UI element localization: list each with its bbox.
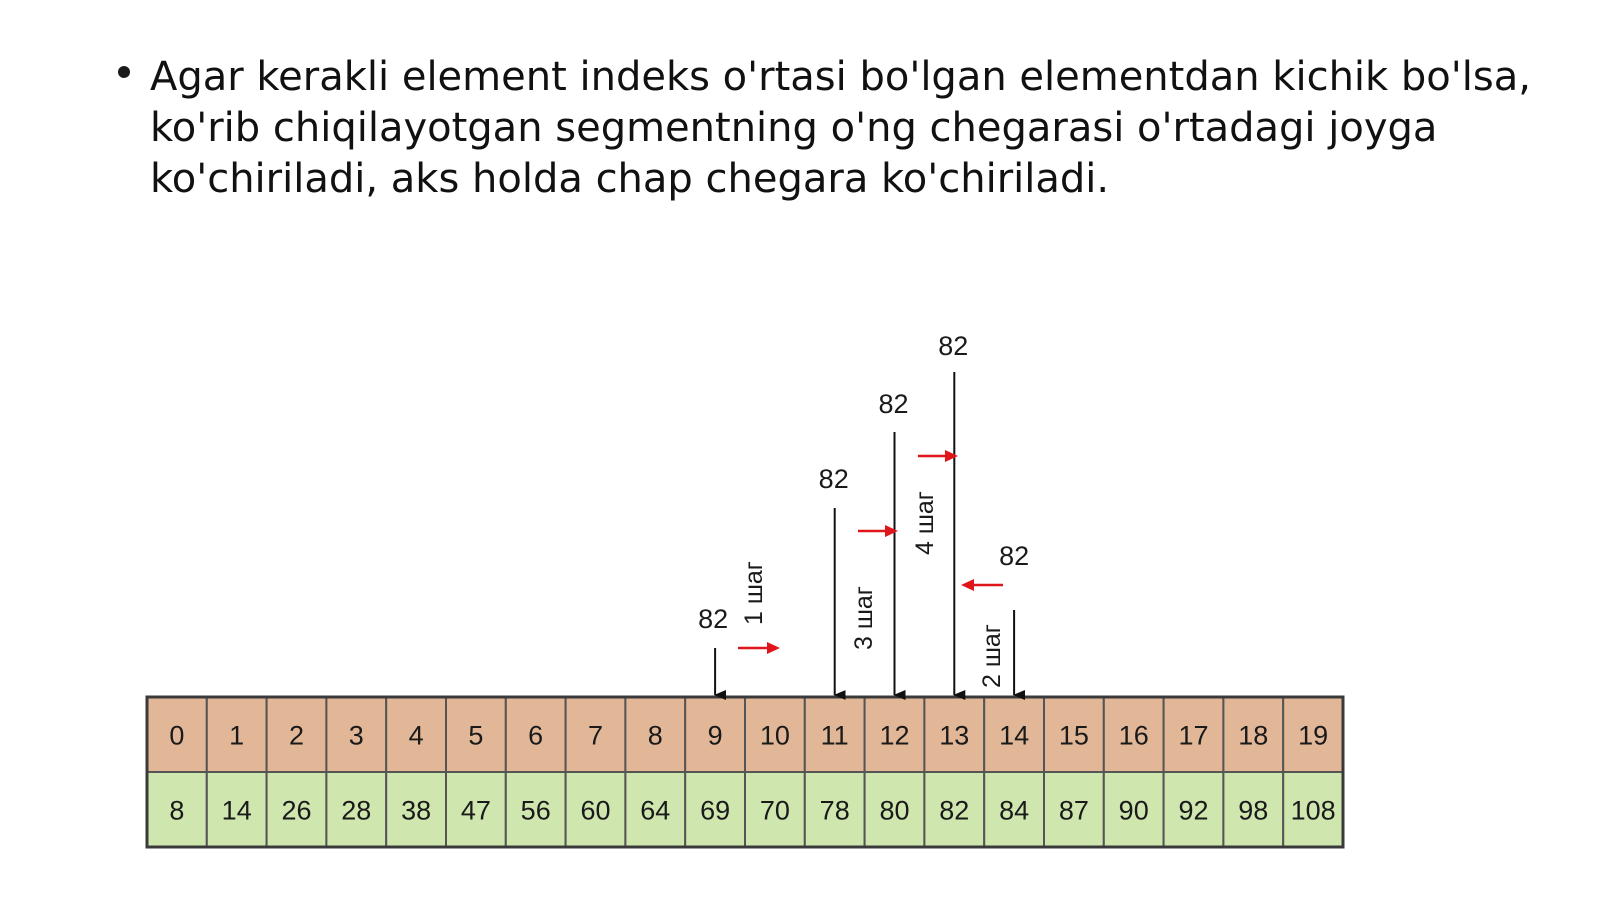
index-label: 9 — [707, 720, 723, 751]
value-label: 28 — [341, 795, 372, 826]
probe-value-label: 82 — [938, 331, 969, 361]
index-label: 7 — [587, 720, 604, 751]
value-label: 60 — [580, 795, 611, 826]
index-label: 14 — [999, 720, 1030, 751]
probe-value-label: 82 — [999, 541, 1030, 571]
step-left-arrow-icon — [961, 579, 1003, 591]
step-right-arrow-icon — [858, 525, 898, 537]
value-label: 47 — [460, 795, 491, 826]
index-label: 2 — [288, 720, 305, 751]
step-label: 4 шаг — [911, 491, 939, 555]
index-label: 15 — [1058, 720, 1089, 751]
value-label: 108 — [1290, 795, 1336, 826]
step-right-arrow-icon — [918, 450, 958, 462]
value-label: 64 — [640, 795, 671, 826]
step-label: 2 шаг — [978, 624, 1006, 688]
value-label: 14 — [221, 795, 252, 826]
index-label: 6 — [528, 720, 544, 751]
value-label: 69 — [700, 795, 731, 826]
value-label: 80 — [879, 795, 910, 826]
value-label: 90 — [1118, 795, 1149, 826]
index-label: 5 — [468, 720, 484, 751]
probe-value-label: 82 — [818, 464, 849, 494]
value-label: 8 — [169, 795, 185, 826]
value-label: 84 — [999, 795, 1030, 826]
index-label: 11 — [820, 720, 849, 751]
index-label: 1 — [229, 720, 245, 751]
step-label: 3 шаг — [850, 586, 878, 650]
step-markers — [738, 450, 1006, 688]
index-label: 16 — [1118, 720, 1149, 751]
probe-value-label: 82 — [878, 389, 909, 419]
bullet-text: Agar kerakli element indeks o'rtasi bo'lgan elementdan kichik bo'lsa, ko'rib chiqilayotgan segmentning o'ng chegarasi o'rtadagi joyga ko'chiriladi, aks holda chap chegara ko'chiriladi. — [150, 54, 1531, 202]
index-label: 4 — [408, 720, 424, 751]
value-label: 26 — [281, 795, 312, 826]
value-label: 92 — [1178, 795, 1209, 826]
index-label: 19 — [1298, 720, 1329, 751]
array-cells — [147, 697, 1343, 847]
step-right-arrow-icon — [738, 642, 780, 654]
value-label: 98 — [1238, 795, 1269, 826]
value-label: 78 — [819, 795, 850, 826]
value-label: 56 — [520, 795, 551, 826]
index-label: 18 — [1238, 720, 1269, 751]
step-label: 1 шаг — [740, 561, 768, 625]
index-label: 8 — [647, 720, 663, 751]
value-label: 70 — [759, 795, 790, 826]
index-label: 0 — [169, 720, 185, 751]
value-label: 82 — [939, 795, 970, 826]
index-label: 17 — [1178, 720, 1209, 751]
probe-value-label: 82 — [698, 604, 729, 634]
value-label: 38 — [401, 795, 432, 826]
index-label: 12 — [879, 720, 910, 751]
value-label: 87 — [1058, 795, 1089, 826]
index-label: 3 — [348, 720, 364, 751]
index-label: 10 — [759, 720, 790, 751]
index-label: 13 — [939, 720, 970, 751]
